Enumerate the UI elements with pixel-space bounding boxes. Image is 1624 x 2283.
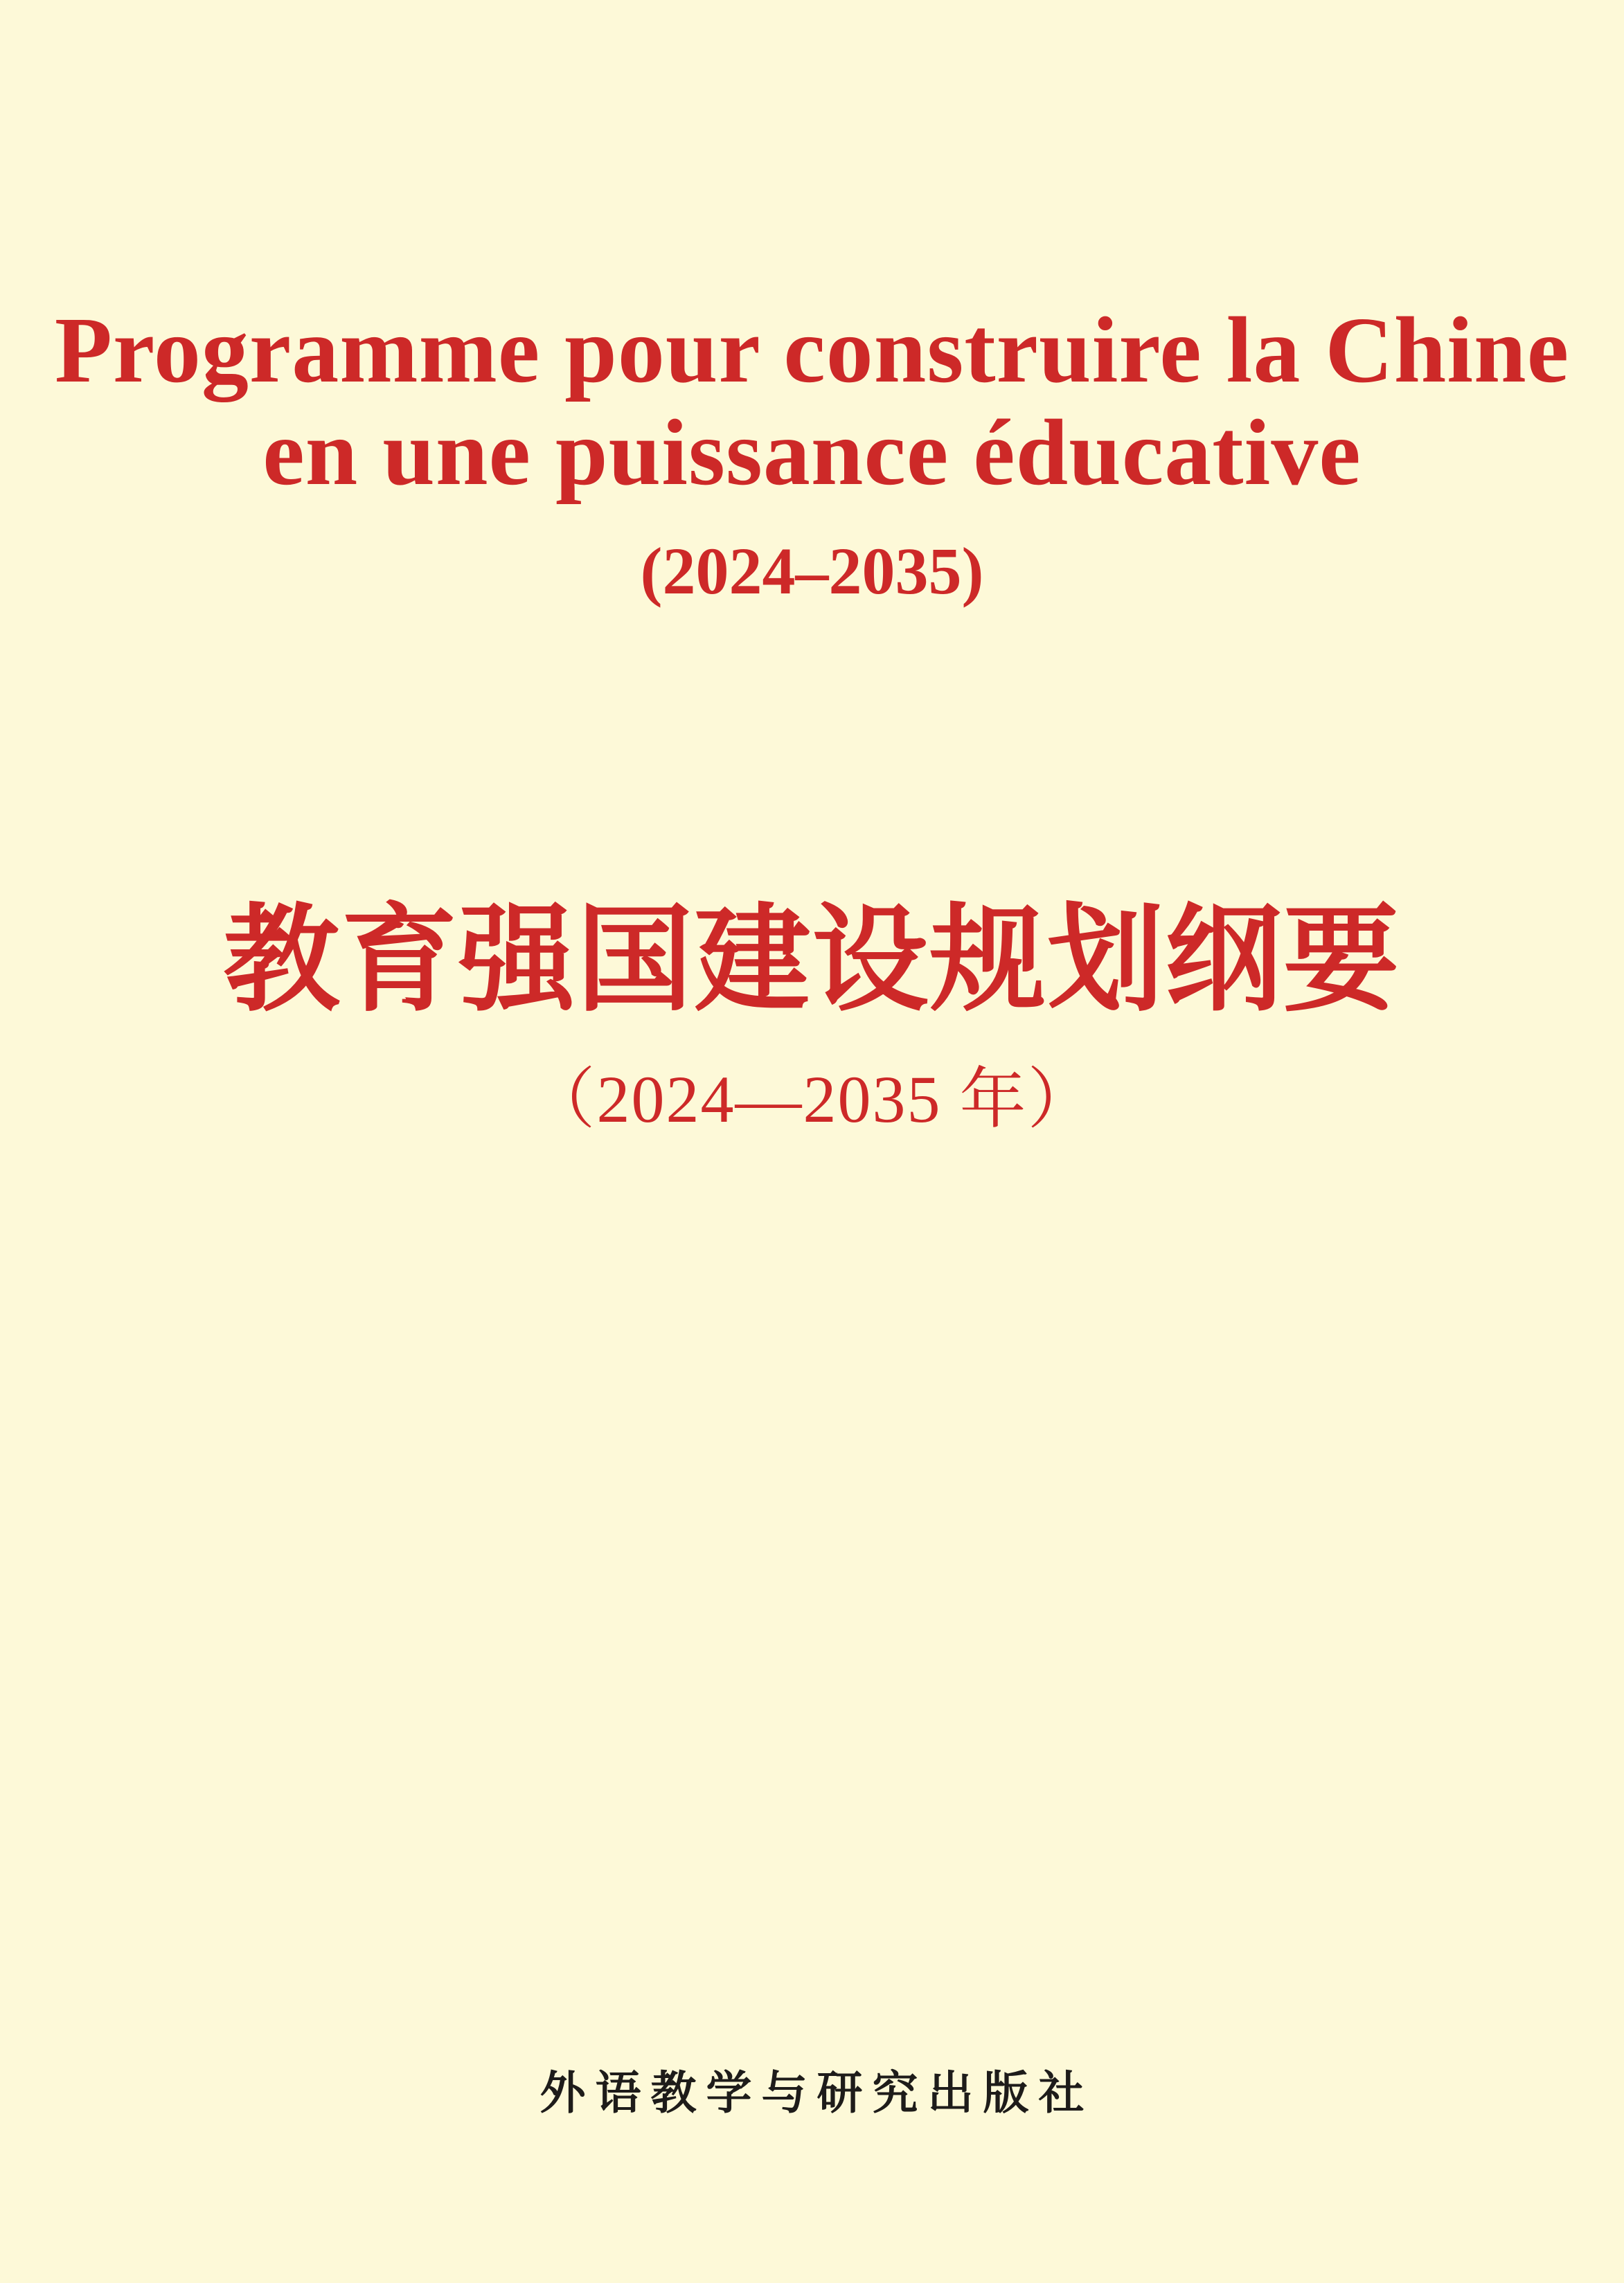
- chinese-title: 教育强国建设规划纲要: [223, 897, 1401, 1026]
- french-years: (2024–2035): [640, 534, 984, 608]
- french-title-block: [0, 299, 1624, 609]
- chinese-years: （2024—2035 年）: [528, 1062, 1096, 1136]
- french-title-line2: en une puissance éducative: [262, 401, 1362, 505]
- french-title-line1: Programme pour construire la Chine: [54, 298, 1570, 402]
- publisher-name: 外语教学与研究出版社: [539, 2066, 1094, 2120]
